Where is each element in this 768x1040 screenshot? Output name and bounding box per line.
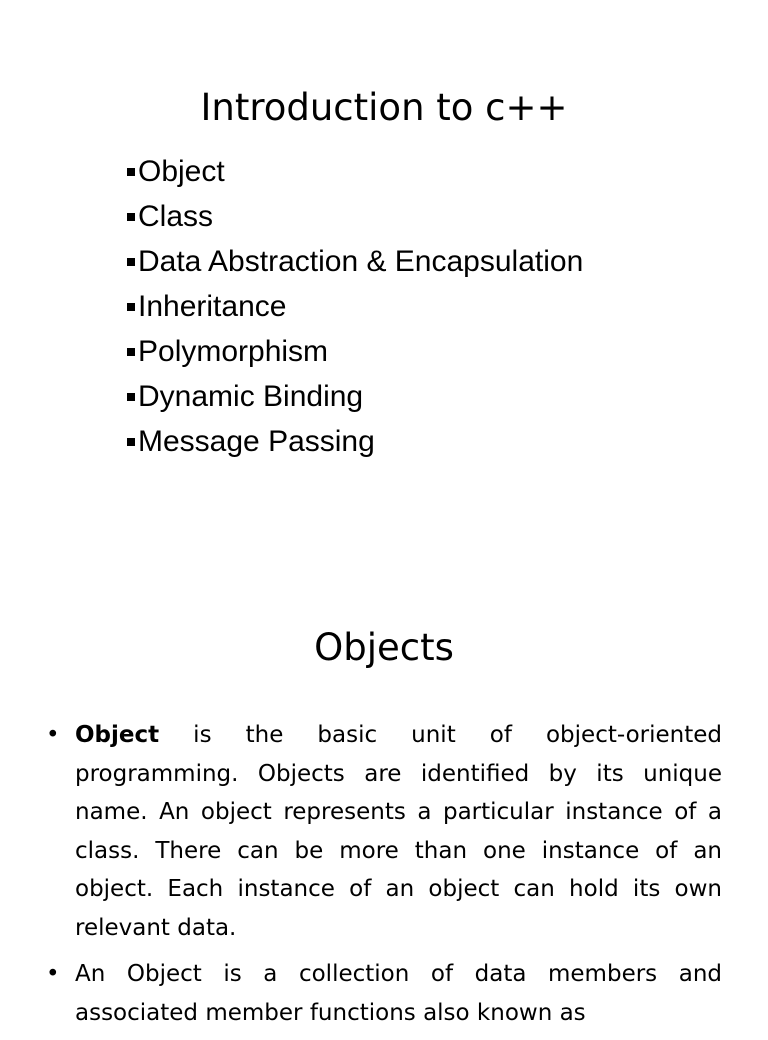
slide-title: Objects: [314, 626, 454, 669]
square-bullet-icon: [127, 393, 135, 401]
list-item: [122, 329, 583, 374]
topic-label: Polymorphism: [138, 335, 329, 368]
slide-objects: [0, 560, 768, 1024]
list-item: [122, 419, 583, 464]
list-item: [40, 955, 722, 1032]
paragraph: [75, 955, 722, 1032]
topic-label: Data Abstraction & Encapsulation: [138, 245, 584, 278]
bold-term: Object: [75, 722, 160, 748]
square-bullet-icon: [127, 258, 135, 266]
list-item: [40, 716, 722, 947]
topic-label: Inheritance: [138, 290, 287, 323]
list-item: [122, 194, 583, 239]
topic-label: Message Passing: [138, 425, 375, 458]
topic-label: Class: [138, 200, 214, 233]
slide-title: Introduction to c++: [200, 86, 568, 129]
list-item: [122, 149, 583, 194]
square-bullet-icon: [127, 438, 135, 446]
bullet-list: [40, 716, 722, 1040]
list-item: [122, 374, 583, 419]
topic-label: Dynamic Binding: [138, 380, 364, 413]
square-bullet-icon: [127, 168, 135, 176]
bullet-dot-icon: •: [46, 722, 60, 748]
paragraph-text: is the basic unit of object-oriented programming. Objects are identified by its unique name. An object represents a particular instance of a class. There can be more than one instance of an object. Each instance of an object can hold its own relevant data.: [75, 722, 722, 941]
paragraph: [75, 716, 722, 947]
paragraph-text: An Object is a collection of data members and associated member functions also known as: [75, 961, 722, 1026]
square-bullet-icon: [127, 213, 135, 221]
topic-label: Object: [138, 155, 225, 188]
square-bullet-icon: [127, 348, 135, 356]
square-bullet-icon: [127, 303, 135, 311]
list-item: [122, 284, 583, 329]
bullet-dot-icon: •: [46, 961, 60, 987]
list-item: [122, 239, 583, 284]
topic-list: [122, 149, 583, 464]
